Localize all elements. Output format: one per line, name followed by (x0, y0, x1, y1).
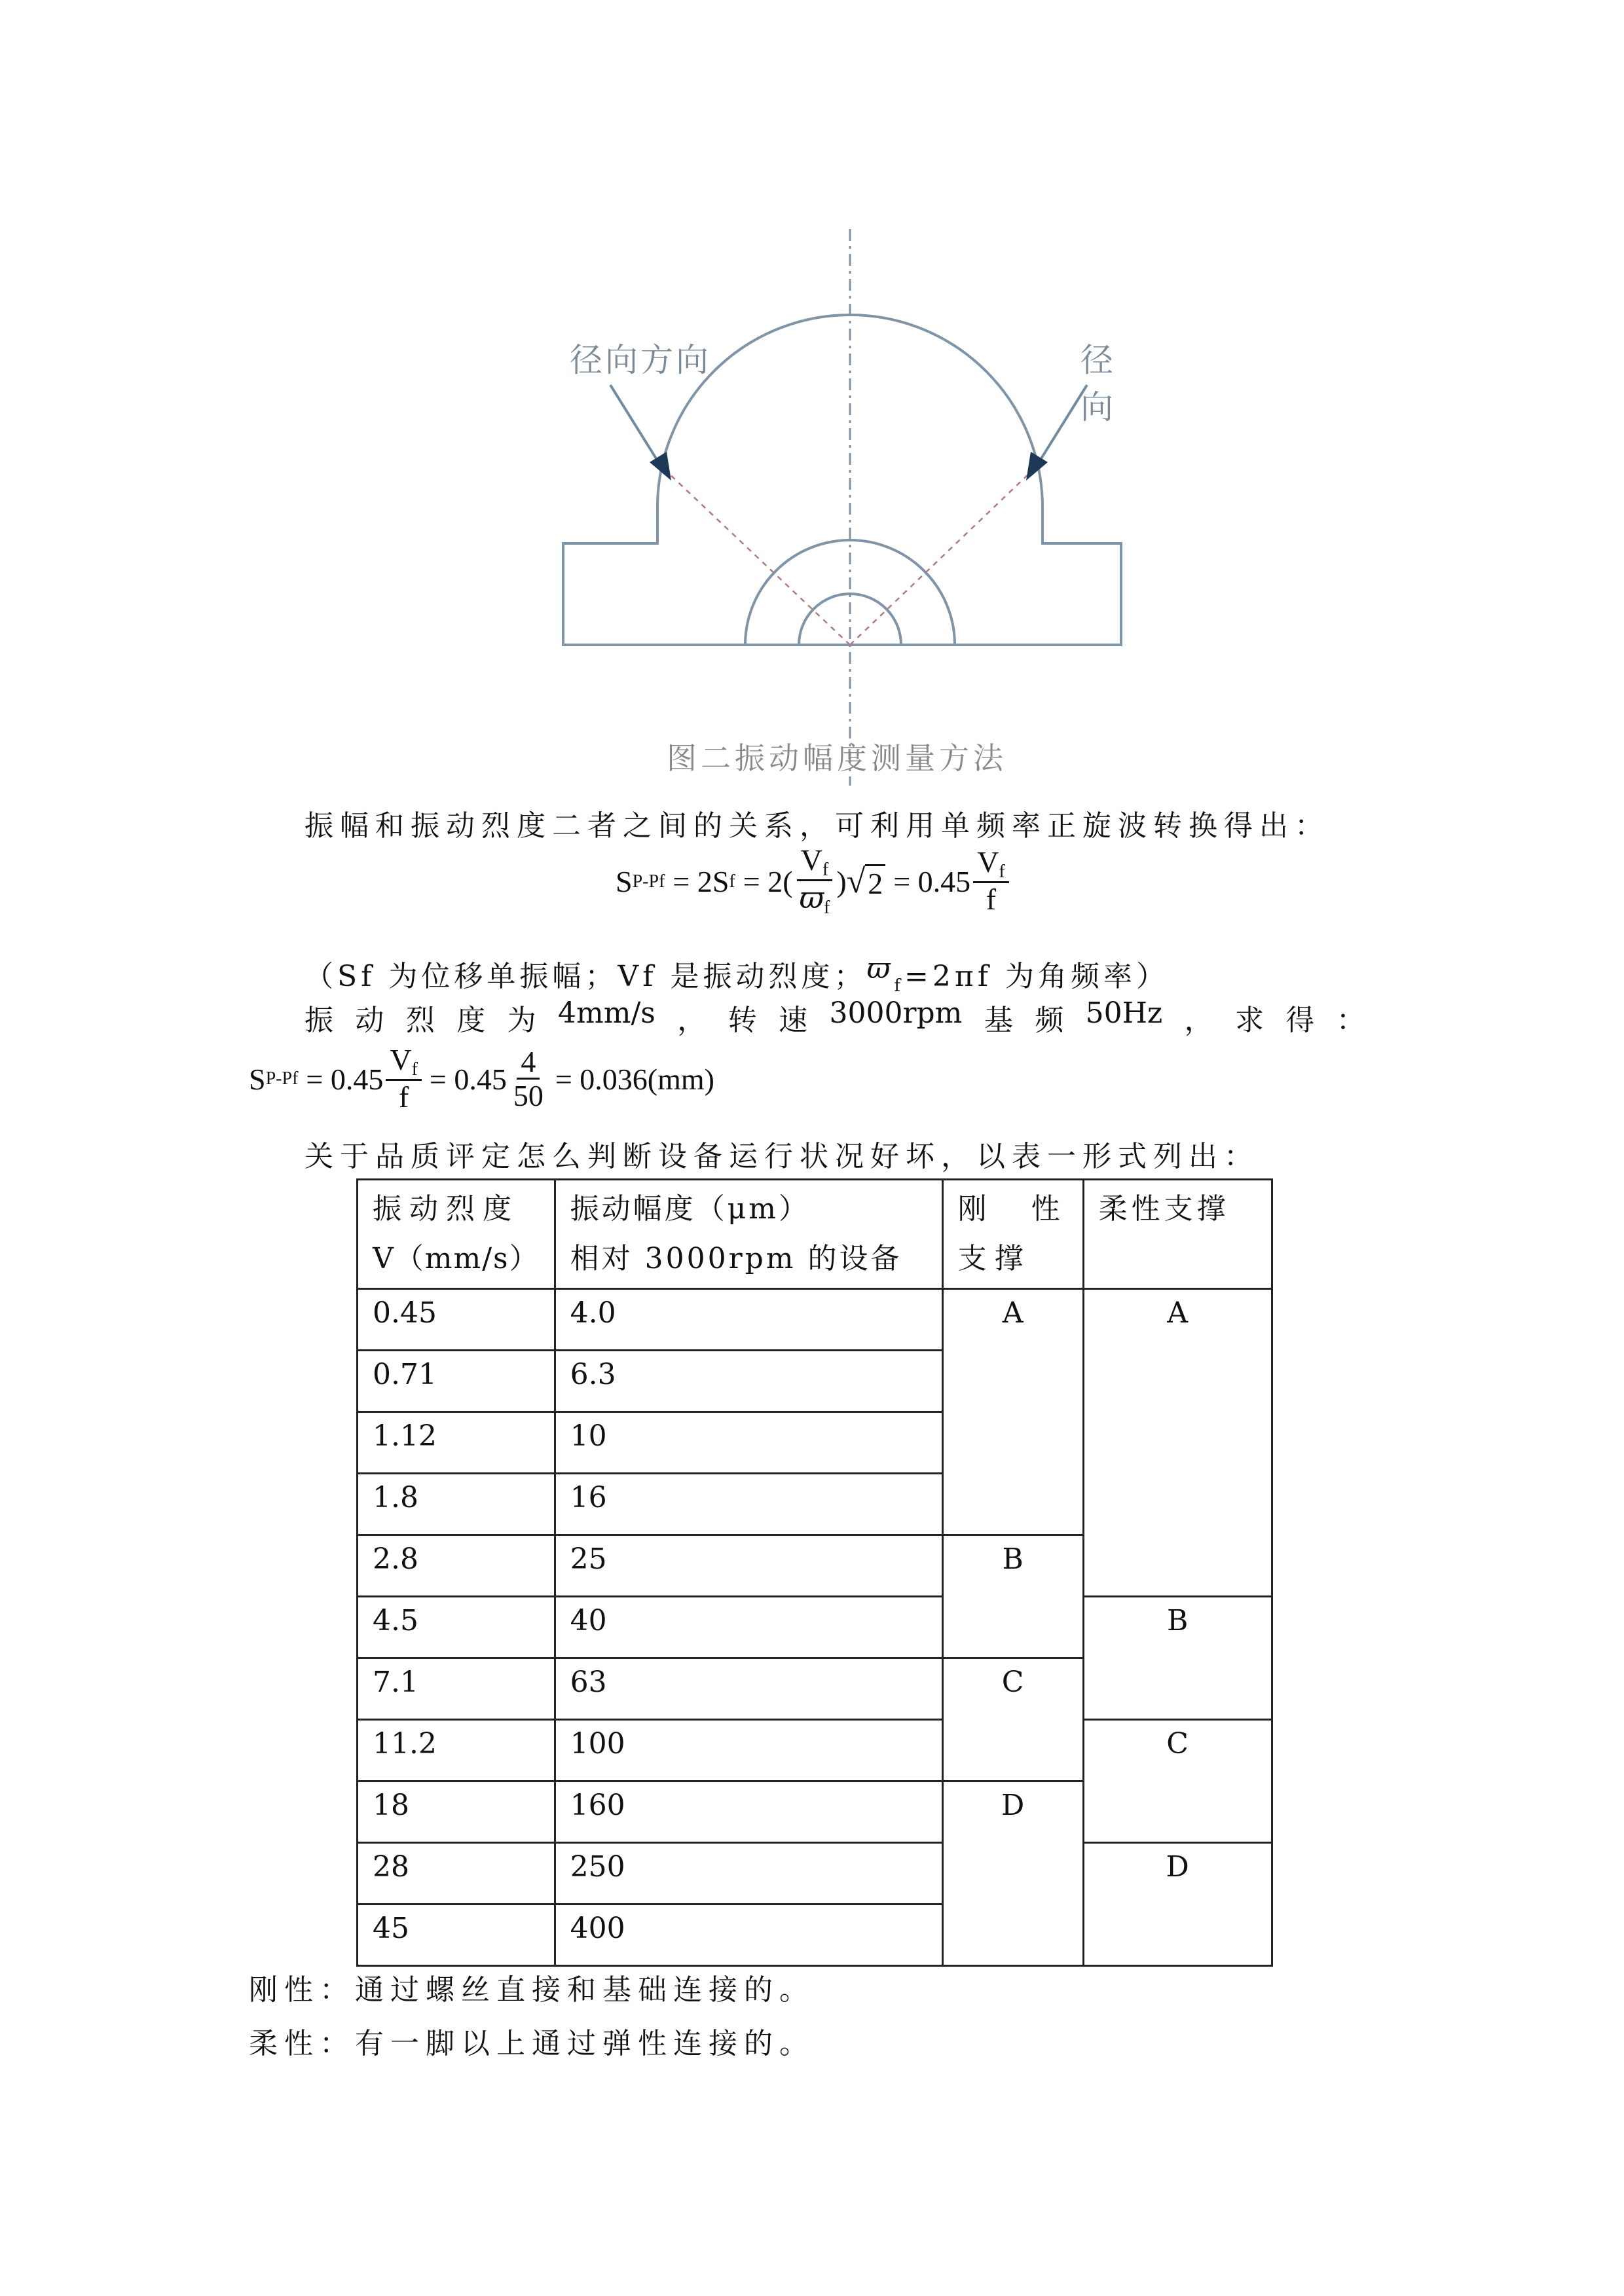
f1-eq1: = 2S (673, 865, 729, 899)
radial-line-right (850, 471, 1031, 645)
cell-intensity: 1.12 (358, 1412, 555, 1474)
f2-fraction-1 (386, 1044, 422, 1114)
vibration-grade-table (356, 1178, 1273, 1967)
paragraph-given-token: 基 (984, 1004, 1013, 1037)
radial-line-left (667, 471, 850, 645)
cell-intensity: 7.1 (358, 1658, 555, 1720)
f1-close: ) (836, 865, 847, 899)
cell-amplitude: 6.3 (555, 1351, 942, 1412)
cell-rigid-grade-d: D (942, 1781, 1083, 1966)
paragraph-table-intro: 关于品质评定怎么判断设备运行状况好坏，以表一形式列出： (304, 1140, 1259, 1173)
f1-num-sub: f (822, 860, 829, 880)
f1-lhs-sub: P-Pf (632, 871, 665, 892)
header-rigid-support (942, 1180, 1083, 1289)
formula-amplitude-relation (616, 845, 1012, 919)
cell-flex-grade-d: D (1083, 1843, 1272, 1966)
f1-den2: f (986, 883, 997, 917)
f2-fraction-2 (509, 1046, 547, 1113)
cell-amplitude: 16 (555, 1474, 942, 1535)
note-text: （Sf 为位移单振幅；Vf 是振动烈度； (304, 960, 867, 993)
cell-flex-grade-a: A (1083, 1289, 1272, 1597)
cell-amplitude: 160 (555, 1781, 942, 1843)
cell-intensity: 45 (358, 1904, 555, 1966)
label-radial-direction: 径向方向 (570, 341, 711, 379)
header-h3-line2: 支撑 (957, 1242, 1031, 1275)
paragraph-given-token: 速 (779, 1004, 808, 1037)
f2-den2: 50 (513, 1078, 544, 1112)
header-h1-line2: V（mm/s） (373, 1242, 540, 1275)
cell-intensity: 0.71 (358, 1351, 555, 1412)
cell-intensity: 1.8 (358, 1474, 555, 1535)
cell-amplitude: 25 (555, 1535, 942, 1597)
f2-result: = 0.036(mm) (555, 1062, 714, 1096)
definition-rigid: 刚性：通过螺丝直接和基础连接的。 (249, 1973, 815, 2007)
header-h1-line1: 振动烈度 (373, 1192, 519, 1226)
cell-rigid-grade-c: C (942, 1658, 1083, 1781)
paragraph-given-token: 50Hz (1085, 996, 1163, 1030)
paragraph-given-token: 转 (728, 1004, 757, 1037)
measurement-diagram (550, 223, 1139, 799)
cell-amplitude: 100 (555, 1720, 942, 1781)
f1-fraction (796, 845, 834, 919)
note-tail: =2πf 为角频率） (904, 960, 1170, 993)
cell-flex-grade-c: C (1083, 1720, 1272, 1843)
f2-lhs-sub: P-Pf (265, 1068, 299, 1089)
cell-rigid-grade-b: B (942, 1535, 1083, 1658)
header-h2-line1: 振动幅度（μm） (570, 1192, 810, 1226)
cell-rigid-grade-a: A (942, 1289, 1083, 1535)
header-h2-line2: 相对 3000rpm 的设备 (570, 1242, 902, 1275)
table-row (358, 1597, 1272, 1658)
paragraph-given-token: 烈 (405, 1004, 435, 1037)
cell-intensity: 28 (358, 1843, 555, 1904)
formula-calculation (249, 1044, 714, 1114)
paragraph-given-token: ： (1336, 1004, 1365, 1037)
header-amplitude (555, 1180, 942, 1289)
paragraph-given-token: 得 (1285, 1004, 1315, 1037)
cell-intensity: 2.8 (358, 1535, 555, 1597)
f2-eq2: = 0.45 (429, 1062, 507, 1096)
cell-amplitude: 63 (555, 1658, 942, 1720)
cell-amplitude: 400 (555, 1904, 942, 1966)
header-flexible-support: 柔性支撑 (1083, 1180, 1272, 1289)
f1-num2: V (977, 845, 999, 879)
f2-lhs: S (249, 1062, 266, 1096)
figure-caption: 图二振动幅度测量方法 (667, 740, 1007, 776)
arrow-right-head (1026, 452, 1048, 481)
cell-intensity: 0.45 (358, 1289, 555, 1351)
table-row (358, 1843, 1272, 1904)
f2-num1: V (390, 1043, 412, 1076)
table-row (358, 1720, 1272, 1781)
f2-den1: f (398, 1080, 409, 1114)
paragraph-given-token: 为 (507, 1004, 536, 1037)
cell-amplitude: 4.0 (555, 1289, 942, 1351)
table-row (358, 1289, 1272, 1351)
f2-eq1: = 0.45 (306, 1062, 384, 1096)
figure-vibration-measurement (550, 223, 1139, 799)
paragraph-given-token: ， (1184, 1004, 1213, 1037)
paragraph-given-token: 动 (355, 1004, 384, 1037)
cell-amplitude: 250 (555, 1843, 942, 1904)
header-vibration-intensity (358, 1180, 555, 1289)
cell-amplitude: 40 (555, 1597, 942, 1658)
cell-intensity: 11.2 (358, 1720, 555, 1781)
paragraph-given-token: 3000rpm (829, 996, 963, 1030)
f2-num1-sub: f (411, 1059, 418, 1080)
f1-sqrt-arg: 2 (865, 864, 885, 901)
arrow-left-shaft (610, 385, 660, 465)
paragraph-given-token: 振 (304, 1004, 333, 1037)
f2-num2: 4 (517, 1046, 540, 1080)
f1-s-sub: f (729, 871, 735, 892)
paragraph-given-token: 4mm/s (558, 996, 655, 1030)
note-omega: ϖ (866, 952, 895, 985)
paragraph-relation: 振幅和振动烈度二者之间的关系，可利用单频率正旋波转换得出： (304, 809, 1330, 843)
note-definitions (304, 953, 1169, 996)
cell-intensity: 18 (358, 1781, 555, 1843)
f1-num: V (800, 843, 822, 877)
f1-sqrt: √ 2 (847, 862, 886, 901)
paragraph-given-token: 度 (456, 1004, 486, 1037)
definition-flexible: 柔性：有一脚以上通过弹性连接的。 (249, 2027, 815, 2060)
f1-den: ϖ (799, 880, 824, 916)
label-radial: 径向 (1080, 341, 1116, 426)
f1-fraction-2 (973, 847, 1009, 917)
cell-flex-grade-b: B (1083, 1597, 1272, 1720)
arrow-right-shaft (1037, 385, 1087, 465)
cell-amplitude: 10 (555, 1412, 942, 1474)
paragraph-given-token: 求 (1234, 1004, 1264, 1037)
table-header-row (358, 1180, 1272, 1289)
note-omega-sub: f (894, 976, 904, 996)
cell-intensity: 4.5 (358, 1597, 555, 1658)
header-h3-line1: 刚 性 (957, 1192, 1068, 1226)
f1-den-sub: f (824, 898, 830, 919)
paragraph-given-token: ， (677, 1004, 707, 1037)
paragraph-given (304, 996, 1365, 1038)
f1-lhs: S (616, 865, 633, 899)
f1-num2-sub: f (999, 862, 1005, 883)
f1-eq3: = 0.45 (893, 865, 971, 899)
paragraph-given-token: 频 (1035, 1004, 1064, 1037)
f1-eq2: = 2( (743, 865, 793, 899)
